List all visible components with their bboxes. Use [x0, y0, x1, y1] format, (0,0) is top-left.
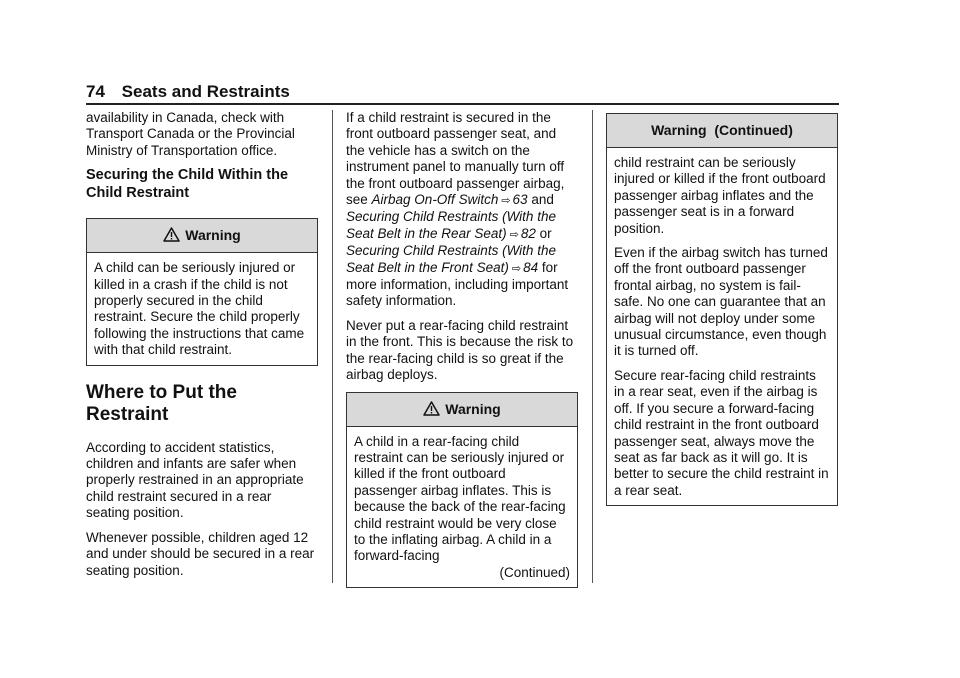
warning-text: A child can be seriously injured or killed in a crash if the child is not properly secured in the child restraint. Secure the child properly following the instructions that came with that child restraint.: [94, 260, 305, 358]
page-ref-63[interactable]: 63: [512, 192, 528, 208]
warning-title: Warning: [445, 400, 501, 417]
column-left: [86, 110, 318, 587]
warning-text: Secure rear-facing child restraints in a rear seat, even if the airbag is off. If you secure a forward-facing child restraint in the front outboard passenger seat, always move the seat as far back as it will go. It is better to secure the child restraint in a rear seat.: [614, 367, 829, 498]
page-reference-arrow-icon: ⇨: [501, 195, 511, 208]
section-heading-where-to-put: Where to Put the Restraint: [86, 381, 237, 425]
page-ref-82[interactable]: 82: [520, 225, 536, 241]
column-divider: [332, 110, 333, 583]
link-securing-rear-seat[interactable]: Securing Child Restraints (With the Seat Belt in the Rear Seat): [346, 209, 556, 241]
paragraph: According to accident statistics, children and infants are safer when properly restrained in an appropriate child restraint secured in a rear seating position.: [86, 439, 304, 521]
continued-label: (Continued): [499, 564, 570, 580]
text-run: and: [527, 192, 554, 208]
page-header: [86, 82, 290, 102]
warning-header: [347, 393, 577, 427]
warning-box: [346, 392, 578, 588]
paragraph: Whenever possible, children aged 12 and under should be secured in a rear seating position.: [86, 529, 315, 578]
paragraph: Never put a rear-facing child restraint in the front. This is because the risk to the rear-facing child is so great if the airbag deploys.: [346, 317, 574, 383]
paragraph-with-references: [346, 110, 578, 310]
section-title: Seats and Restraints: [121, 82, 290, 101]
text-run: If a child restraint is secured in the front outboard passenger seat, and the vehicle has a switch on the instrument panel to manually turn off the front outboard passenger airbag, see: [346, 110, 565, 208]
warning-text: Even if the airbag switch has turned off the front outboard passenger frontal airbag, no system is fail-safe. No one can guarantee that an airbag will not deploy under some unusual circumstance, even though it is turned off.: [614, 245, 828, 359]
warning-text: child restraint can be seriously injured or killed if the front outboard passenger airbag inflates and the passenger seat is in a forward position.: [614, 155, 826, 236]
warning-box-continued: [606, 113, 838, 506]
link-airbag-on-off-switch[interactable]: Airbag On-Off Switch: [371, 192, 499, 208]
page-ref-84[interactable]: 84: [523, 259, 539, 275]
warning-title: Warning: [185, 227, 241, 244]
warning-header: [87, 219, 317, 253]
section-heading-securing-child: Securing the Child Within the Child Restraint: [86, 167, 289, 201]
column-middle: [346, 110, 578, 604]
warning-text: A child in a rear-facing child restraint can be seriously injured or killed if the front outboard passenger airbag inflates. This is because the back of the rear-facing child restraint would be very close to the inflating airbag. A child in a forward-facing: [354, 433, 566, 564]
warning-header: Warning (Continued): [607, 114, 837, 148]
intro-paragraph: availability in Canada, check with Transport Canada or the Provincial Ministry of Transportation office.: [86, 110, 295, 158]
link-securing-front-seat[interactable]: Securing Child Restraints (With the Seat Belt in the Front Seat): [346, 243, 556, 275]
text-run: for more information, including important safety information.: [346, 259, 569, 309]
warning-triangle-icon: [163, 227, 180, 242]
page-number: 74: [86, 82, 105, 101]
page-reference-arrow-icon: ⇨: [509, 228, 519, 241]
warning-triangle-icon: [423, 401, 440, 416]
header-rule: [86, 103, 839, 105]
text-run: or: [535, 225, 552, 241]
column-divider: [592, 110, 593, 583]
page-reference-arrow-icon: ⇨: [511, 262, 522, 275]
column-right: [606, 110, 838, 522]
warning-box: [86, 218, 318, 365]
